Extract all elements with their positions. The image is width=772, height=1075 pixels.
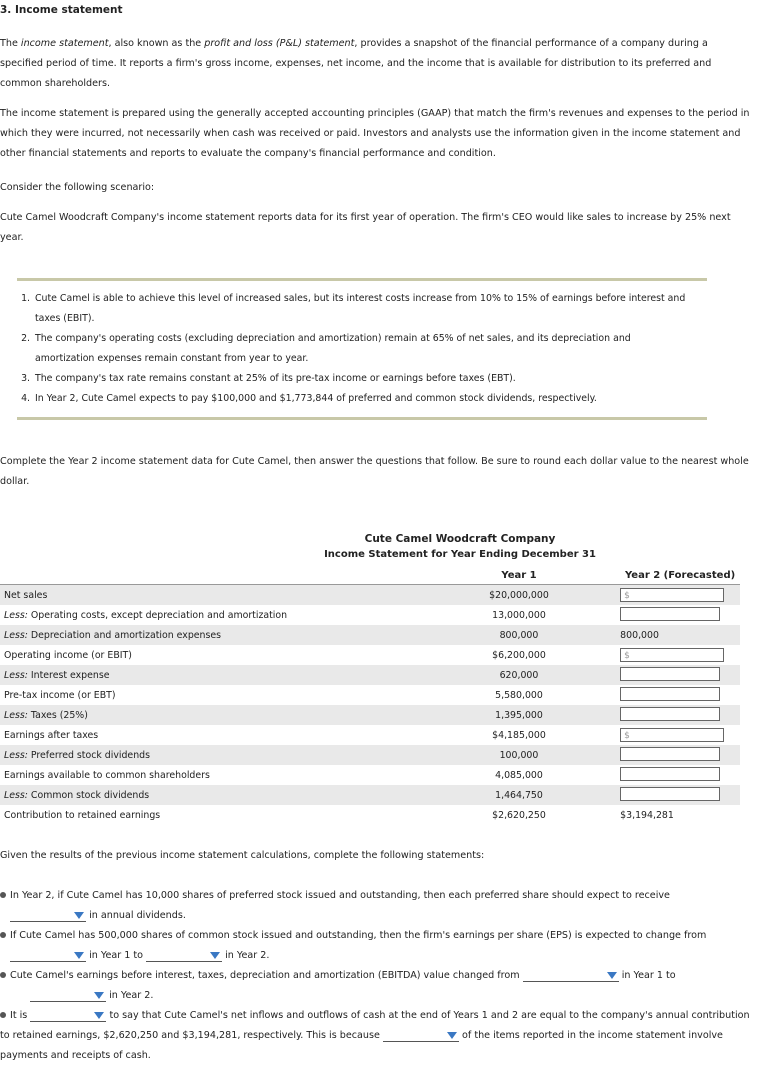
chevron-down-icon	[607, 972, 617, 979]
chevron-down-icon	[210, 952, 220, 959]
row-label: Less: Interest expense	[0, 665, 420, 685]
row-label: Less: Preferred stock dividends	[0, 745, 420, 765]
ebit-year2-input[interactable]: $	[620, 648, 724, 662]
eps-year2-dropdown[interactable]	[146, 949, 222, 962]
assumption-item: 2. The company's operating costs (excluding depreciation and amortization) remain at 65% of net sales, and its depreciation and amortization expenses remain constant from year to year.	[33, 329, 693, 369]
bullet-icon	[0, 1012, 6, 1018]
year1-value: 620,000	[420, 665, 618, 685]
table-row	[0, 605, 740, 625]
year1-value: $20,000,000	[420, 585, 618, 606]
row-label: Operating income (or EBIT)	[4, 649, 132, 661]
year1-header: Year 1	[420, 566, 618, 585]
question-4: It is to say that Cute Camel's net inflows and outflows of cash at the end of Years 1 and 2 are equal to the company's annual contribution to retained earnings, $2,620,250 and $3,194,281, respectively. This is because of the items reported in the income statement involve payments and receipts of cash.	[0, 1010, 750, 1061]
year1-value: 1,395,000	[420, 705, 618, 725]
year1-value: 13,000,000	[492, 609, 546, 621]
net-sales-year2-input[interactable]: $	[620, 588, 724, 602]
scenario-paragraph: Cute Camel Woodcraft Company's income statement reports data for its first year of operation. The firm's CEO would like sales to increase by 25% next year.	[0, 212, 731, 243]
chevron-down-icon	[94, 1012, 104, 1019]
year1-value: $2,620,250	[492, 809, 546, 821]
table-row	[0, 805, 740, 825]
assumption-item: 1. Cute Camel is able to achieve this level of increased sales, but its interest costs increase from 10% to 15% of earnings before interest and taxes (EBIT).	[33, 289, 693, 329]
table-row	[0, 665, 740, 685]
row-label: Less: Depreciation and amortization expenses	[0, 625, 420, 645]
instruction-paragraph: Complete the Year 2 income statement data for Cute Camel, then answer the questions that follow. Be sure to round each dollar value to the nearest whole dollar.	[0, 456, 749, 487]
row-label: Less: Common stock dividends	[0, 785, 420, 805]
row-label: Contribution to retained earnings	[4, 809, 161, 821]
table-row	[0, 725, 740, 745]
common-div-year2-input[interactable]	[620, 787, 720, 801]
table-row	[0, 705, 740, 725]
row-label: Less: Taxes (25%)	[0, 705, 420, 725]
section-heading: 3. Income statement	[0, 4, 123, 16]
table-row	[0, 585, 740, 606]
intro-paragraph-1: The income statement, also known as the profit and loss (P&L) statement, provides a snapshot of the financial performance of a company during a specified period of time. It reports a firm's gross income, expenses, net income, and the income that is available for distribution to its preferred and common shareholders.	[0, 38, 712, 89]
year1-value: $6,200,000	[492, 649, 546, 661]
chevron-down-icon	[74, 912, 84, 919]
bullet-icon	[0, 932, 6, 938]
row-label: Earnings after taxes	[4, 729, 99, 741]
eac-year2-input[interactable]	[620, 767, 720, 781]
company-name: Cute Camel Woodcraft Company	[364, 533, 556, 545]
row-label: Net sales	[0, 585, 420, 606]
ebt-year2-input[interactable]	[620, 687, 720, 701]
year1-value: 100,000	[420, 745, 618, 765]
question-3: Cute Camel's earnings before interest, taxes, depreciation and amortization (EBITDA) value changed from in Year 1 to in Year 2.	[0, 966, 760, 1006]
items-dropdown[interactable]	[383, 1029, 459, 1042]
assumptions-box	[17, 278, 707, 420]
table-row	[0, 685, 740, 705]
year2-header: Year 2 (Forecasted)	[618, 566, 740, 585]
year1-value: 800,000	[420, 625, 618, 645]
table-row	[0, 785, 740, 805]
assumption-item: 3. The company's tax rate remains constant at 25% of its pre-tax income or earnings before taxes (EBT).	[33, 369, 693, 389]
assumption-item: 4. In Year 2, Cute Camel expects to pay $100,000 and $1,773,844 of preferred and common stock dividends, respectively.	[33, 389, 693, 409]
table-row	[0, 745, 740, 765]
chevron-down-icon	[74, 952, 84, 959]
table-row	[0, 625, 740, 645]
year1-value: 5,580,000	[495, 689, 543, 701]
year2-value: 800,000	[618, 625, 740, 645]
accuracy-dropdown[interactable]	[30, 1009, 106, 1022]
intro-paragraph-2: The income statement is prepared using the generally accepted accounting principles (GAAP) that match the firm's revenues and expenses to the period in which they were incurred, not necessarily when cash was received or paid. Investors and analysts use the information given in the income statement and other financial statements and reports to evaluate the company's financial performance and condition.	[0, 108, 750, 159]
table-row	[0, 765, 740, 785]
chevron-down-icon	[94, 992, 104, 999]
row-label: Less: Operating costs, except depreciation and amortization	[4, 609, 288, 621]
questions-intro: Given the results of the previous income statement calculations, complete the following statements:	[0, 850, 485, 861]
row-label: Earnings available to common shareholders	[4, 769, 210, 781]
income-statement-table	[0, 566, 740, 825]
preferred-dividend-dropdown[interactable]	[10, 909, 86, 922]
taxes-year2-input[interactable]	[620, 707, 720, 721]
operating-costs-year2-input[interactable]	[620, 607, 720, 621]
question-2: If Cute Camel has 500,000 shares of common stock issued and outstanding, then the firm's earnings per share (EPS) is expected to change from in Year 1 to in Year 2.	[0, 926, 760, 966]
year2-value: $3,194,281	[620, 809, 674, 821]
eat-year2-input[interactable]: $	[620, 728, 724, 742]
year1-value: 1,464,750	[420, 785, 618, 805]
chevron-down-icon	[447, 1032, 457, 1039]
ebitda-year2-dropdown[interactable]	[30, 989, 106, 1002]
ebitda-year1-dropdown[interactable]	[523, 969, 619, 982]
table-header-row	[0, 566, 740, 585]
year1-value: $4,185,000	[492, 729, 546, 741]
year1-value: 4,085,000	[495, 769, 543, 781]
statement-title: Income Statement for Year Ending December 31	[324, 549, 596, 560]
bullet-icon	[0, 972, 6, 978]
row-label: Pre-tax income (or EBT)	[4, 689, 116, 701]
bullet-icon	[0, 892, 6, 898]
intro-paragraph-3: Consider the following scenario:	[0, 182, 155, 193]
preferred-div-year2-input[interactable]	[620, 747, 720, 761]
interest-year2-input[interactable]	[620, 667, 720, 681]
question-1: In Year 2, if Cute Camel has 10,000 shares of preferred stock issued and outstanding, then each preferred share should expect to receive in annual dividends.	[0, 886, 760, 926]
table-row	[0, 645, 740, 665]
eps-year1-dropdown[interactable]	[10, 949, 86, 962]
